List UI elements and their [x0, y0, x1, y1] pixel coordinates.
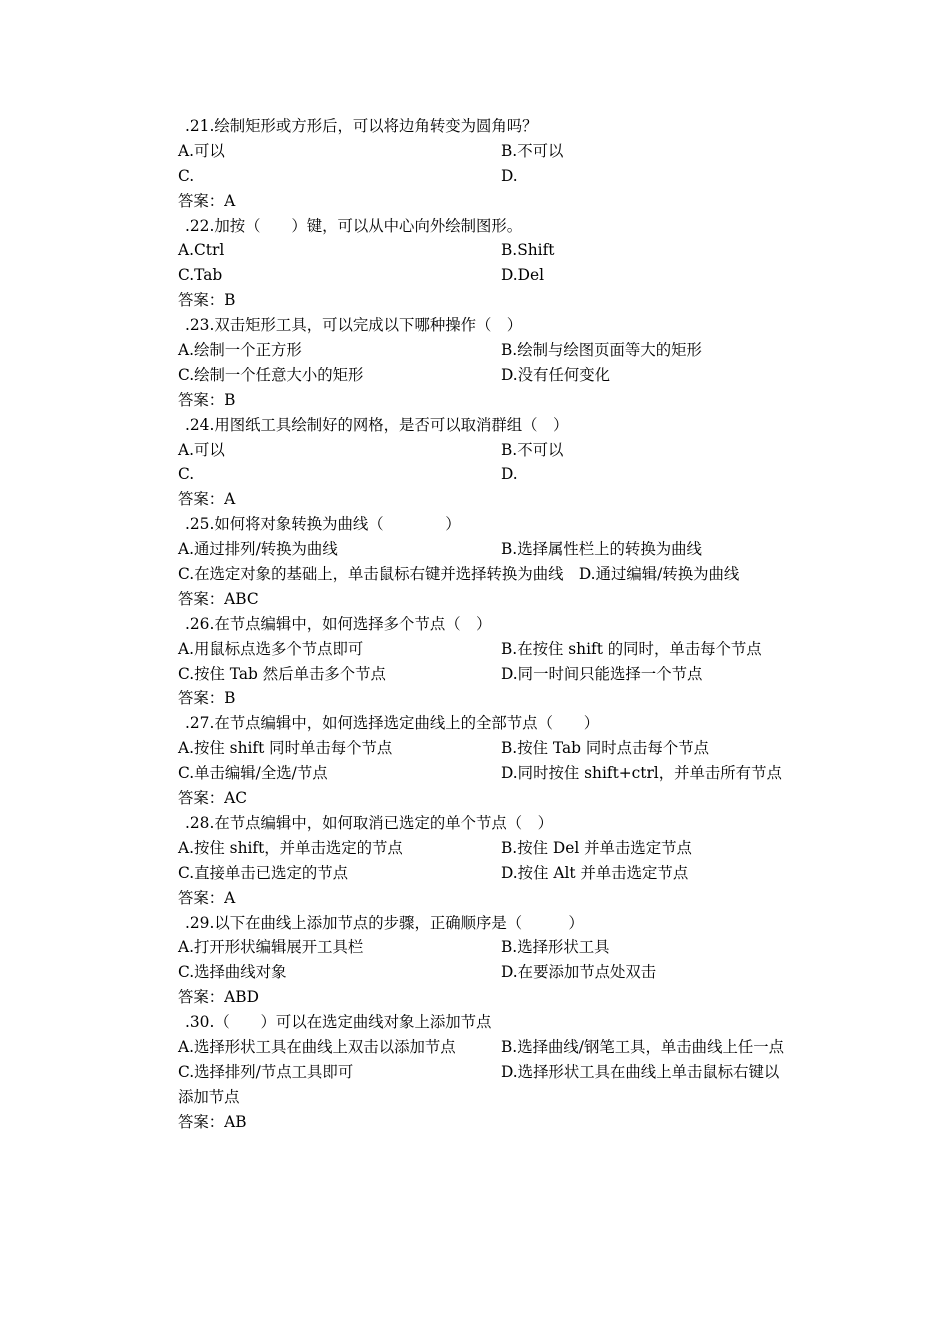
question-stem: .23.双击矩形工具，可以完成以下哪种操作（ ） [185, 316, 523, 335]
option-right: B.不可以 [501, 440, 564, 459]
answer-line: 答案：AB [178, 1112, 247, 1131]
option-right: D.按住 Alt 并单击选定节点 [501, 863, 689, 882]
answer-line: 答案：B [178, 390, 236, 409]
option-row [178, 263, 818, 288]
option-left: C. [178, 465, 195, 484]
option-row [178, 1085, 818, 1110]
option-right: B.在按住 shift 的同时，单击每个节点 [501, 639, 762, 658]
option-right: B.按住 Del 并单击选定节点 [501, 838, 692, 857]
option-right: D.没有任何变化 [501, 365, 611, 384]
option-left: C.单击编辑/全选/节点 [178, 764, 328, 783]
option-left: 添加节点 [178, 1087, 240, 1106]
option-row [178, 537, 818, 562]
question-stem: .29.以下在曲线上添加节点的步骤，正确顺序是（ ） [185, 913, 584, 932]
question-stem: .30.（ ）可以在选定曲线对象上添加节点 [185, 1013, 492, 1032]
option-left: A.Ctrl [178, 241, 225, 260]
question-stem: .22.加按（ ）键，可以从中心向外绘制图形。 [185, 216, 523, 235]
option-right: D.在要添加节点处双击 [501, 963, 657, 982]
option-left: A.打开形状编辑展开工具栏 [178, 938, 364, 957]
option-right: D.同时按住 shift+ctrl，并单击所有节点 [501, 764, 782, 783]
question-stem: .25.如何将对象转换为曲线（ ） [185, 515, 461, 534]
question-stem: .21.绘制矩形或方形后，可以将边角转变为圆角吗？ [185, 117, 538, 135]
option-right: D.Del [501, 266, 545, 285]
question-stem: .24.用图纸工具绘制好的网格，是否可以取消群组（ ） [185, 415, 569, 434]
answer-line: 答案：A [178, 191, 236, 210]
option-right: D.选择形状工具在曲线上单击鼠标右键以 [501, 1062, 780, 1081]
option-left: A.可以 [178, 141, 225, 160]
option-right: B.按住 Tab 同时点击每个节点 [501, 739, 709, 758]
option-row [178, 861, 818, 886]
option-right: B.选择曲线/钢笔工具，单击曲线上任一点 [501, 1037, 785, 1056]
option-row [178, 836, 818, 861]
option-right: B.选择属性栏上的转换为曲线 [501, 540, 702, 559]
option-row [178, 164, 818, 189]
answer-line: 答案：ABC [178, 589, 259, 608]
option-left: C.选择排列/节点工具即可 [178, 1062, 354, 1081]
option-left: A.按住 shift，并单击选定的节点 [178, 838, 403, 857]
answer-line: 答案：B [178, 689, 236, 708]
option-right: B.不可以 [501, 141, 564, 160]
option-row [178, 960, 818, 985]
option-row [178, 238, 818, 263]
option-left: A.按住 shift 同时单击每个节点 [178, 739, 393, 758]
option-right: D. [501, 465, 518, 484]
option-left: C.按住 Tab 然后单击多个节点 [178, 664, 386, 683]
answer-line: 答案：B [178, 291, 236, 310]
option-row [178, 338, 818, 363]
option-row [178, 736, 818, 761]
option-left: C. [178, 166, 195, 185]
option-right: D.同一时间只能选择一个节点 [501, 664, 703, 683]
answer-line: 答案：A [178, 888, 236, 907]
option-row [178, 562, 818, 587]
option-left: C.直接单击已选定的节点 [178, 863, 349, 882]
option-row [178, 935, 818, 960]
option-left: A.通过排列/转换为曲线 [178, 540, 338, 559]
option-row [178, 637, 818, 662]
question-stem: .26.在节点编辑中，如何选择多个节点（ ） [185, 614, 492, 633]
question-list [178, 114, 818, 1135]
option-row [178, 1035, 818, 1060]
option-left: C.选择曲线对象 [178, 963, 287, 982]
option-row [178, 761, 818, 786]
option-left: A.绘制一个正方形 [178, 341, 302, 360]
answer-line: 答案：A [178, 490, 236, 509]
option-left: C.绘制一个任意大小的矩形 [178, 365, 364, 384]
option-row [178, 1060, 818, 1085]
option-row [178, 662, 818, 687]
option-row [178, 462, 818, 487]
option-row [178, 139, 818, 164]
question-stem: .28.在节点编辑中，如何取消已选定的单个节点（ ） [185, 813, 553, 832]
option-right: D. [501, 166, 518, 185]
option-right: B.Shift [501, 241, 555, 260]
option-right: B.选择形状工具 [501, 938, 610, 957]
option-left: C.Tab [178, 266, 223, 285]
option-left: C.在选定对象的基础上，单击鼠标右键并选择转换为曲线 D.通过编辑/转换为曲线 [178, 565, 740, 584]
option-right: B.绘制与绘图页面等大的矩形 [501, 341, 702, 360]
answer-line: 答案：ABD [178, 988, 259, 1007]
option-left: A.用鼠标点选多个节点即可 [178, 639, 364, 658]
question-stem: .27.在节点编辑中，如何选择选定曲线上的全部节点（ ） [185, 714, 600, 733]
option-left: A.可以 [178, 440, 225, 459]
answer-line: 答案：AC [178, 789, 248, 808]
option-row [178, 438, 818, 463]
option-row [178, 363, 818, 388]
option-left: A.选择形状工具在曲线上双击以添加节点 [178, 1037, 456, 1056]
